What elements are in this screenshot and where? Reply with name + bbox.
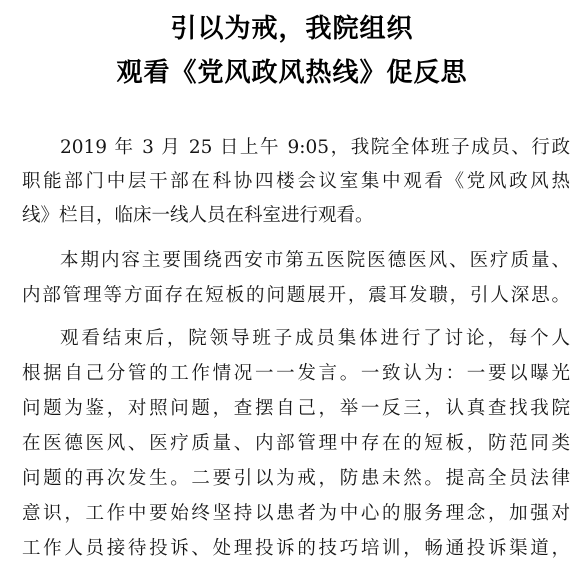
- paragraph-3-line-7: 工作人员接待投诉、处理投诉的技巧培训，畅通投诉渠道，: [22, 538, 570, 559]
- paragraph-1-line-3: 线》栏目，临床一线人员在科室进行观看。: [22, 205, 374, 226]
- paragraph-3-line-6: 意识，工作中要始终坚持以患者为中心的服务理念，加强对: [22, 503, 570, 524]
- paragraph-2-line-1: 本期内容主要围绕西安市第五医院医德医风、医疗质量、: [60, 250, 570, 271]
- paragraph-3-line-2: 根据自己分管的工作情况一一发言。一致认为：一要以曝光: [22, 363, 570, 384]
- paragraph-2-line-2: 内部管理等方面存在短板的问题展开，震耳发聩，引人深思。: [22, 285, 570, 306]
- paragraph-3-line-4: 在医德医风、医疗质量、内部管理中存在的短板，防范同类: [22, 433, 570, 454]
- paragraph-3-line-3: 问题为鉴，对照问题，查摆自己，举一反三，认真查找我院: [22, 398, 570, 419]
- article-title-line-2: 观看《党风政风热线》促反思: [116, 58, 468, 88]
- paragraph-3-line-1: 观看结束后，院领导班子成员集体进行了讨论，每个人: [60, 328, 570, 349]
- paragraph-1-line-2: 职能部门中层干部在科协四楼会议室集中观看《党风政风热: [22, 171, 570, 192]
- article-title-line-1: 引以为戒，我院组织: [170, 14, 414, 44]
- paragraph-1-line-1: 2019 年 3 月 25 日上午 9:05，我院全体班子成员、行政: [60, 137, 570, 158]
- paragraph-3-line-5: 问题的再次发生。二要引以为戒，防患未然。提高全员法律: [22, 468, 570, 489]
